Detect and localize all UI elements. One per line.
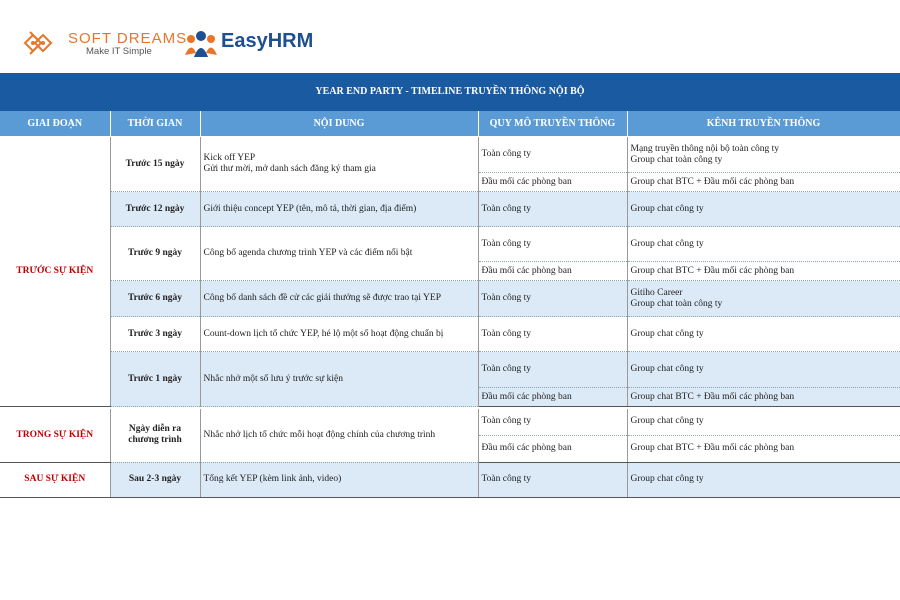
content-cell: Nhắc nhở một số lưu ý trước sự kiện [200, 352, 478, 407]
phase-before: TRƯỚC SỰ KIỆN [0, 137, 110, 407]
time-cell: Trước 12 ngày [110, 192, 200, 227]
time-cell: Trước 9 ngày [110, 227, 200, 281]
time-cell: Trước 15 ngày [110, 137, 200, 192]
channel-cell: Group chat BTC + Đầu mối các phòng ban [627, 262, 900, 281]
table-row [0, 409, 900, 435]
scope-cell: Đầu mối các phòng ban [478, 388, 627, 407]
table-row [0, 352, 900, 388]
softdreams-tagline: Make IT Simple [86, 46, 152, 57]
channel-cell: Group chat BTC + Đầu mối các phòng ban [627, 173, 900, 192]
easyhrm-brand: EasyHRM [221, 30, 314, 52]
table-row [0, 462, 900, 497]
channel-cell: Group chat công ty [627, 317, 900, 352]
softdreams-logo-icon [22, 27, 56, 59]
scope-cell: Toàn công ty [478, 409, 627, 435]
scope-cell: Toàn công ty [478, 317, 627, 352]
col-header-scope: QUY MÔ TRUYỀN THÔNG [478, 111, 627, 137]
time-cell: Sau 2-3 ngày [110, 462, 200, 497]
content-cell: Nhắc nhở lịch tổ chức mỗi hoạt động chính của chương trình [200, 409, 478, 462]
channel-cell: Group chat công ty [627, 409, 900, 435]
scope-cell: Toàn công ty [478, 352, 627, 388]
scope-cell: Toàn công ty [478, 192, 627, 227]
timeline-table-during-after [0, 409, 900, 498]
scope-cell: Toàn công ty [478, 227, 627, 262]
easyhrm-logo-icon [184, 27, 218, 59]
content-cell: Count-down lịch tổ chức YEP, hé lộ một số hoạt động chuẩn bị [200, 317, 478, 352]
col-header-phase: GIAI ĐOẠN [0, 111, 110, 137]
channel-cell: Gitiho Career Group chat toàn công ty [627, 281, 900, 317]
scope-cell: Toàn công ty [478, 137, 627, 173]
table-header-row [0, 111, 900, 137]
header [0, 0, 900, 73]
table-title: YEAR END PARTY - TIMELINE TRUYỀN THÔNG NỘI BỘ [0, 73, 900, 111]
scope-cell: Toàn công ty [478, 462, 627, 497]
softdreams-brand: SOFT DREAMS [68, 30, 188, 47]
scope-cell: Đầu mối các phòng ban [478, 173, 627, 192]
content-cell: Tổng kết YEP (kèm link ảnh, video) [200, 462, 478, 497]
channel-cell: Group chat BTC + Đầu mối các phòng ban [627, 435, 900, 462]
table-row [0, 192, 900, 227]
time-cell: Trước 1 ngày [110, 352, 200, 407]
phase-during: TRONG SỰ KIỆN [0, 409, 110, 462]
easyhrm-logo [184, 27, 314, 59]
content-cell: Giới thiệu concept YEP (tên, mô tả, thời gian, địa điểm) [200, 192, 478, 227]
content-cell: Công bố agenda chương trình YEP và các điểm nổi bật [200, 227, 478, 281]
col-header-channel: KÊNH TRUYỀN THÔNG [627, 111, 900, 137]
table-row [0, 137, 900, 173]
table-row [0, 227, 900, 262]
table-row [0, 281, 900, 317]
channel-cell: Group chat công ty [627, 352, 900, 388]
time-cell: Ngày diễn ra chương trình [110, 409, 200, 462]
timeline-table [0, 111, 900, 407]
col-header-content: NỘI DUNG [200, 111, 478, 137]
channel-cell: Group chat BTC + Đầu mối các phòng ban [627, 388, 900, 407]
content-cell: Kick off YEP Gửi thư mời, mở danh sách đăng ký tham gia [200, 137, 478, 192]
phase-after: SAU SỰ KIỆN [0, 462, 110, 497]
time-cell: Trước 3 ngày [110, 317, 200, 352]
time-cell: Trước 6 ngày [110, 281, 200, 317]
scope-cell: Đầu mối các phòng ban [478, 435, 627, 462]
scope-cell: Toàn công ty [478, 281, 627, 317]
channel-cell: Group chat công ty [627, 227, 900, 262]
channel-cell: Group chat công ty [627, 462, 900, 497]
table-row [0, 317, 900, 352]
softdreams-logo [22, 27, 188, 59]
scope-cell: Đầu mối các phòng ban [478, 262, 627, 281]
channel-cell: Mạng truyền thông nội bộ toàn công ty Group chat toàn công ty [627, 137, 900, 173]
content-cell: Công bố danh sách đề cử các giải thưởng sẽ được trao tại YEP [200, 281, 478, 317]
channel-cell: Group chat công ty [627, 192, 900, 227]
col-header-time: THỜI GIAN [110, 111, 200, 137]
